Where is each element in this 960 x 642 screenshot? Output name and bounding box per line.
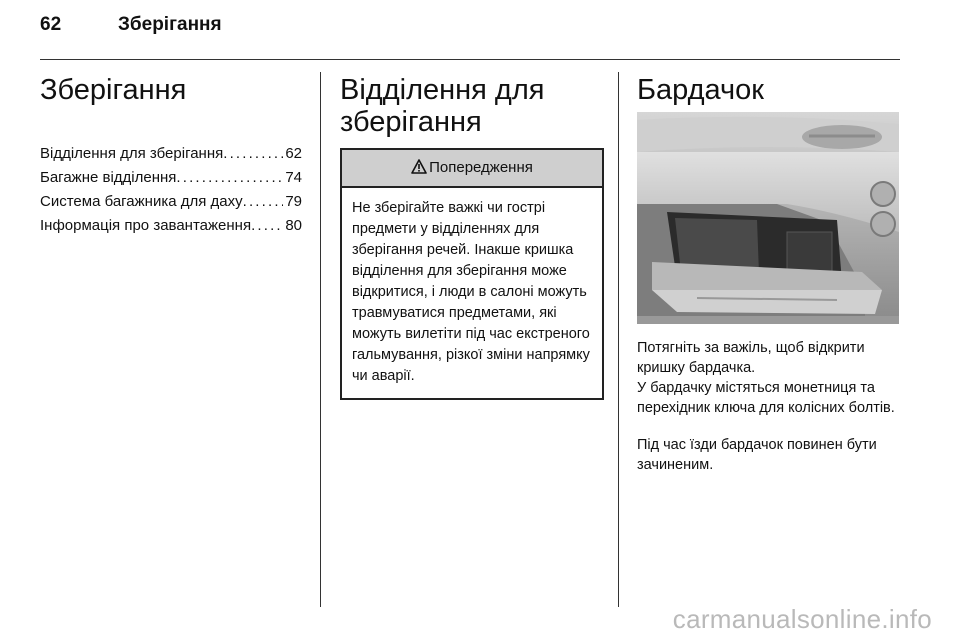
running-title: Зберігання bbox=[118, 14, 222, 35]
toc-entry-title: Відділення для зберігання bbox=[40, 145, 224, 162]
warning-text: Не зберігайте важкі чи гострі предмети у відділеннях для зберігання речей. Інакше кришка відділення для зберігання може відкритися, і люди в салоні можуть травмуватися предметами, які можуть вилетіти під час екстреного гальмування, різкої зміни напрямку чи аварії. bbox=[352, 200, 590, 384]
chapter-column bbox=[40, 74, 302, 238]
toc-leader bbox=[243, 190, 284, 214]
glovebox-column bbox=[637, 74, 902, 473]
section-column bbox=[340, 74, 602, 384]
chapter-title: Зберігання bbox=[40, 74, 187, 106]
table-of-contents bbox=[40, 142, 302, 238]
section-title-line-2: зберігання bbox=[340, 106, 482, 138]
toc-leader bbox=[223, 142, 283, 166]
toc-entry[interactable] bbox=[40, 142, 302, 166]
glovebox-photo bbox=[637, 112, 899, 324]
toc-leader bbox=[176, 166, 283, 190]
header-rule bbox=[40, 59, 900, 60]
toc-leader bbox=[251, 214, 283, 238]
glovebox-paragraph-3: Під час їзди бардачок повинен бути зачиненим. bbox=[637, 437, 877, 473]
page-number: 62 bbox=[40, 14, 62, 35]
toc-entry[interactable] bbox=[40, 166, 302, 190]
glovebox-title: Бардачок bbox=[637, 74, 764, 106]
toc-entry-title: Багажне відділення bbox=[40, 169, 177, 186]
section-title bbox=[340, 74, 602, 138]
warning-triangle-icon bbox=[411, 152, 427, 188]
toc-entry[interactable] bbox=[40, 190, 302, 214]
section-title-line-1: Відділення для bbox=[340, 74, 545, 106]
toc-entry[interactable] bbox=[40, 214, 302, 238]
toc-entry-title: Система багажника для даху bbox=[40, 193, 243, 210]
toc-entry-page: 74 bbox=[285, 169, 302, 186]
warning-box bbox=[340, 148, 604, 400]
watermark: carmanualsonline.info bbox=[672, 604, 932, 634]
glovebox-paragraph-2: У бардачку містяться монетниця та перехідник ключа для колісних болтів. bbox=[637, 380, 895, 416]
column-divider-left bbox=[320, 72, 321, 607]
toc-entry-page: 62 bbox=[285, 145, 302, 162]
toc-entry-page: 79 bbox=[285, 193, 302, 210]
warning-heading: Попередження bbox=[429, 159, 533, 176]
glovebox-paragraph-1: Потягніть за важіль, щоб відкрити кришку бардачка. bbox=[637, 340, 865, 376]
column-divider-right bbox=[618, 72, 619, 607]
toc-entry-page: 80 bbox=[285, 217, 302, 234]
toc-entry-title: Інформація про завантаження bbox=[40, 217, 252, 234]
warning-header bbox=[342, 150, 602, 188]
